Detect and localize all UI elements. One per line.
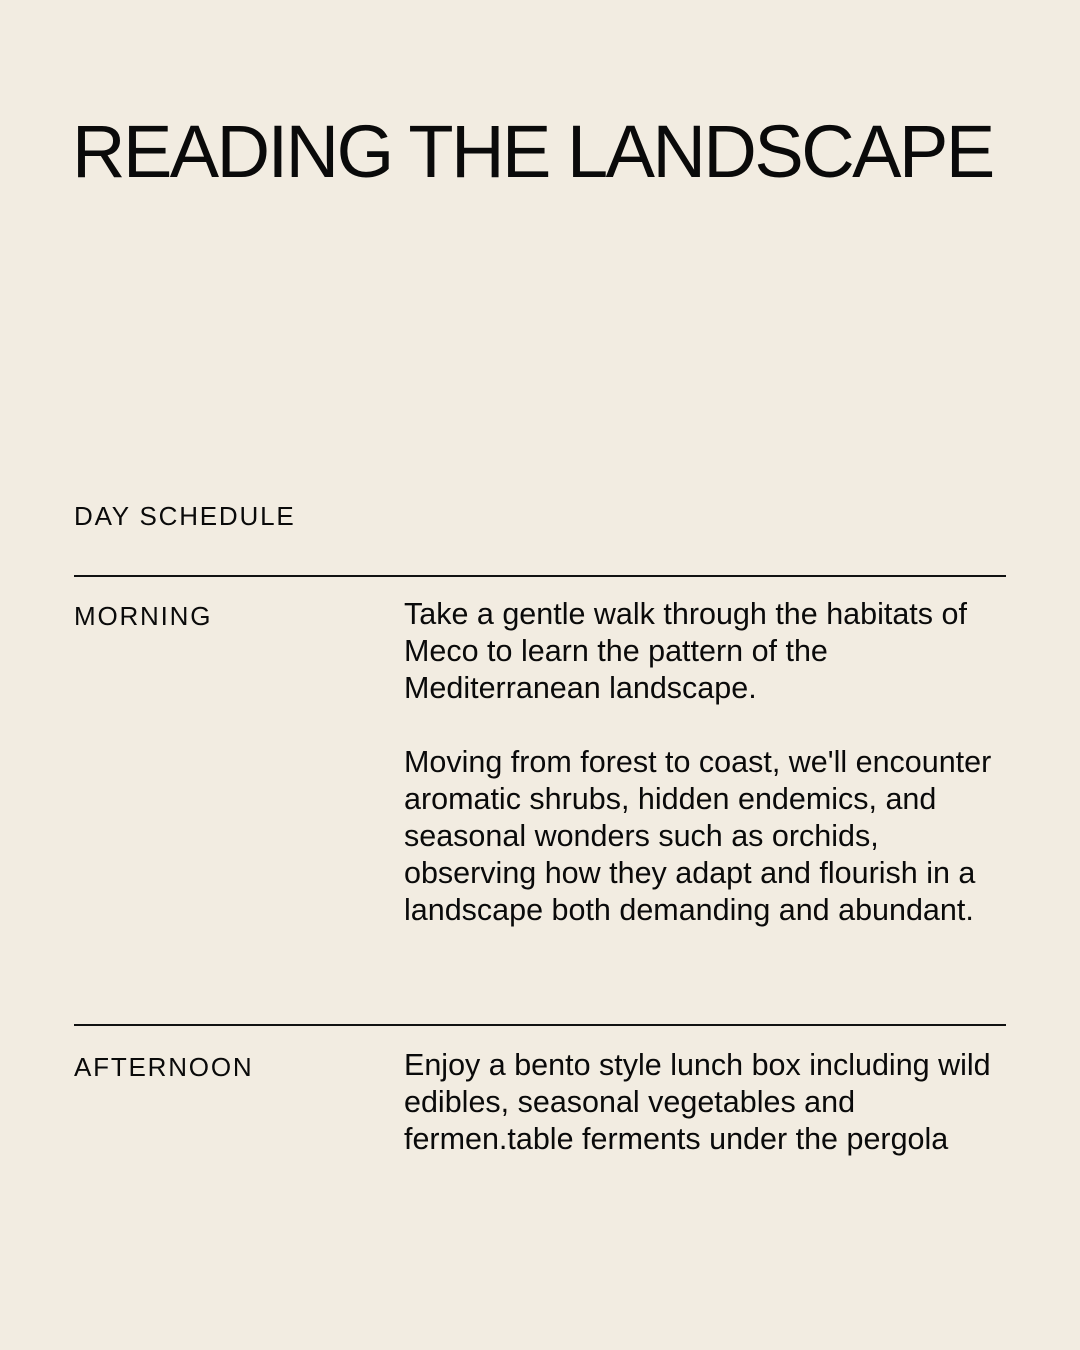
schedule-text-morning [404, 596, 1012, 929]
schedule-text-afternoon [404, 1047, 1012, 1158]
page-title: READING THE LANDSCAPE [72, 110, 993, 193]
morning-paragraph-1: Take a gentle walk through the habitats of Meco to learn the pattern of the Mediterranean landscape. [404, 597, 967, 705]
afternoon-paragraph-1: Enjoy a bento style lunch box including wild edibles, seasonal vegetables and fermen.table ferments under the pergola [404, 1048, 991, 1156]
schedule-label-morning: MORNING [74, 601, 213, 631]
morning-paragraph-2: Moving from forest to coast, we'll encounter aromatic shrubs, hidden endemics, and seasonal wonders such as orchids, observing how they adapt and flourish in a landscape both demanding and abundant. [404, 745, 992, 927]
divider-middle [74, 1024, 1006, 1026]
section-label-day-schedule: DAY SCHEDULE [74, 501, 296, 531]
schedule-label-afternoon: AFTERNOON [74, 1052, 254, 1082]
divider-top [74, 575, 1006, 577]
